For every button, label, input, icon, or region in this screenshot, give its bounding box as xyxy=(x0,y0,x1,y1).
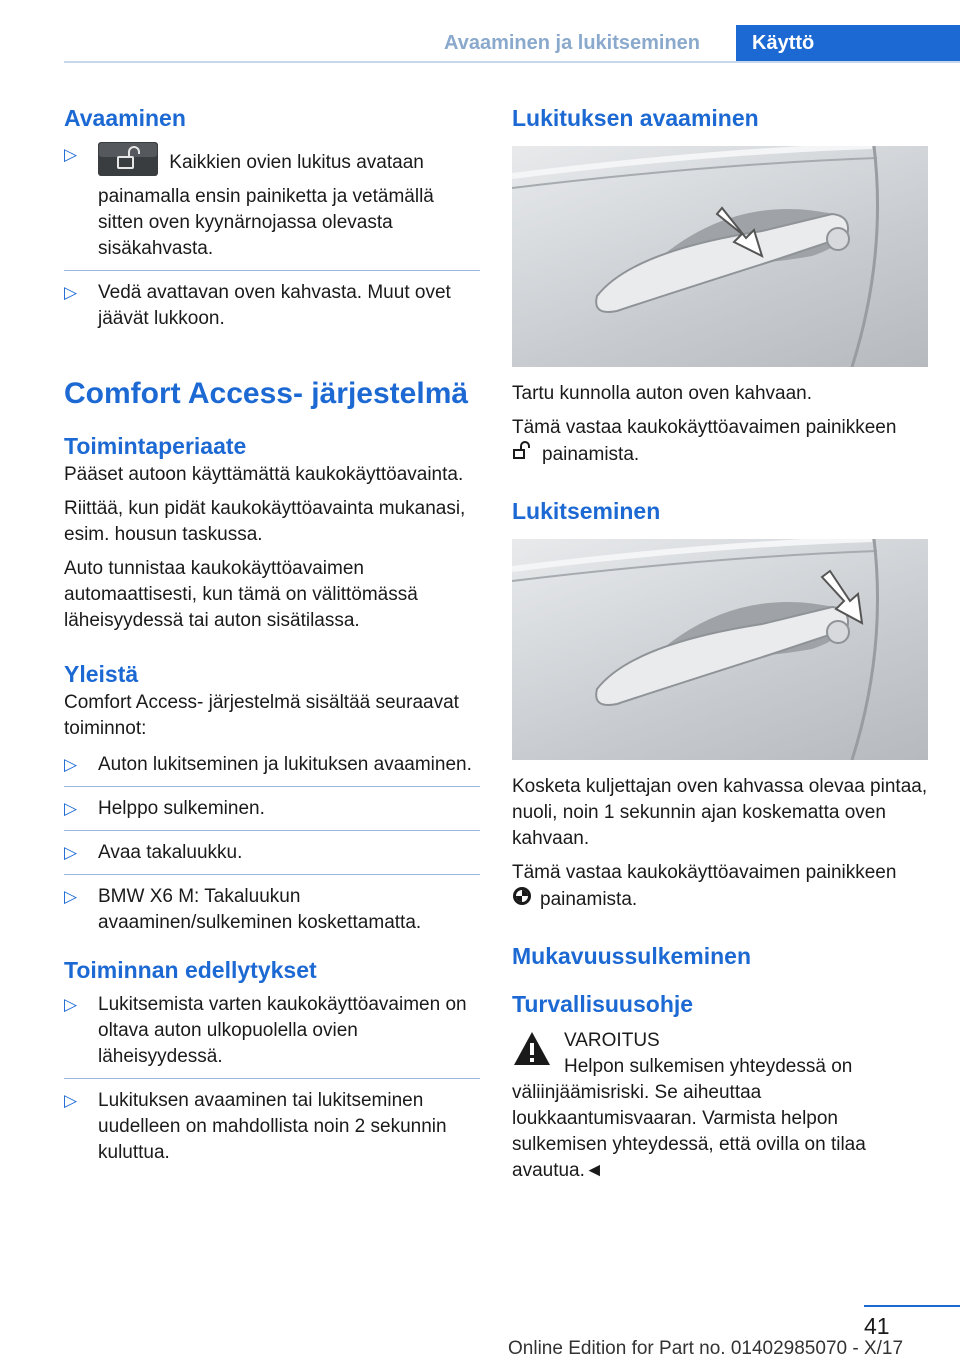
bullet-triangle-icon: ▷ xyxy=(64,799,78,818)
footer-rule xyxy=(864,1305,960,1307)
heading-toiminnan-edellytykset: Toiminnan edellytykset xyxy=(64,957,317,983)
header-section-title: Avaaminen ja lukitseminen xyxy=(444,32,701,54)
list-item-text: BMW X6 M: Takaluukun avaaminen/sulkeminen koskettamatta. xyxy=(98,886,422,933)
list-divider xyxy=(64,830,480,831)
bullet-triangle-icon: ▷ xyxy=(64,995,78,1014)
list-item-text: Kaikkien ovien lukitus avataan painamalla ensin painiketta ja vetämällä sitten oven kyynärnojassa olevasta sisäkahvasta. xyxy=(98,152,434,259)
paragraph-text: painamista. xyxy=(540,889,638,911)
list-divider xyxy=(64,1078,480,1079)
list-item-text: Helppo sulkeminen. xyxy=(98,798,265,819)
heading-toimintaperiaate: Toimintaperiaate xyxy=(64,433,247,459)
bullet-triangle-icon: ▷ xyxy=(64,1091,78,1110)
header-chapter-tab: Käyttö xyxy=(736,25,960,62)
paragraph: Pääset autoon käyttämättä kaukokäyttöavainta. xyxy=(64,464,464,485)
list-item xyxy=(64,884,480,936)
warning-triangle-icon xyxy=(512,1030,552,1073)
warning-title: VAROITUS xyxy=(564,1030,660,1051)
bullet-triangle-icon: ▷ xyxy=(64,887,78,906)
list-item xyxy=(64,142,480,262)
heading-comfort-access: Comfort Access- järjestelmä xyxy=(64,377,469,410)
list-item xyxy=(64,840,480,866)
list-divider xyxy=(64,874,480,875)
paragraph-text: Tämä vastaa kaukokäyttöavaimen painikkeen xyxy=(512,417,897,438)
page-header xyxy=(64,25,960,62)
paragraph: Kosketa kuljettajan oven kahvassa olevaa pintaa, nuoli, noin 1 sekunnin ajan koskematta oven kahvaan. xyxy=(512,776,928,849)
paragraph xyxy=(512,415,932,469)
list-item-text: Lukituksen avaaminen tai lukitseminen uudelleen on mahdollista noin 2 sekunnin kuluttua. xyxy=(98,1090,447,1163)
bullet-triangle-icon: ▷ xyxy=(64,145,78,164)
unlock-button-icon xyxy=(98,142,158,184)
left-column xyxy=(64,96,480,1166)
footer-edition: Online Edition for Part no. 01402985070 - X/17 xyxy=(508,1338,904,1359)
door-handle-photo-unlock xyxy=(512,146,928,367)
paragraph-text: painamista. xyxy=(542,444,640,466)
list-item xyxy=(64,752,480,778)
list-divider xyxy=(64,786,480,787)
paragraph: Riittää, kun pidät kaukokäyttöavainta mukanasi, esim. housun taskussa. xyxy=(64,498,466,545)
heading-yleista: Yleistä xyxy=(64,661,139,687)
warning-block xyxy=(512,1028,932,1054)
warning-text: Helpon sulkemisen yhteydessä on väliinjäämisriski. Se aiheuttaa loukkaantumisvaaran. Varmista helpon sulkemisen yhteydessä, että ovilla on tilaa avautua.◄ xyxy=(512,1056,866,1181)
list-item-text: Vedä avattavan oven kahvasta. Muut ovet jäävät lukkoon. xyxy=(98,282,451,329)
paragraph-text: Tämä vastaa kaukokäyttöavaimen painikkeen xyxy=(512,862,897,883)
heading-mukavuussulkeminen: Mukavuussulkeminen xyxy=(512,943,752,969)
heading-turvallisuusohje: Turvallisuusohje xyxy=(512,991,694,1017)
list-item xyxy=(64,1088,480,1166)
paragraph: Tartu kunnolla auton oven kahvaan. xyxy=(512,383,812,404)
right-column xyxy=(512,96,932,1184)
heading-lukitseminen: Lukitseminen xyxy=(512,498,661,524)
door-handle-photo-lock xyxy=(512,539,928,760)
paragraph: Auto tunnistaa kaukokäyttöavaimen automaattisesti, kun tämä on välittömässä läheisyydessä tai auton sisätilassa. xyxy=(64,558,418,631)
unlock-icon xyxy=(512,441,534,469)
list-item xyxy=(64,992,480,1070)
header-rule xyxy=(64,61,960,63)
bmw-logo-icon xyxy=(512,886,532,914)
list-item-text: Auton lukitseminen ja lukituksen avaaminen. xyxy=(98,754,472,775)
list-item-text: Avaa takaluukku. xyxy=(98,842,243,863)
heading-avaaminen: Avaaminen xyxy=(64,105,186,131)
paragraph xyxy=(512,860,932,914)
page-number: 41 xyxy=(864,1313,890,1339)
list-item xyxy=(64,796,480,822)
list-divider xyxy=(64,270,480,271)
bullet-triangle-icon: ▷ xyxy=(64,283,78,302)
paragraph: Comfort Access- järjestelmä sisältää seuraavat toiminnot: xyxy=(64,692,459,739)
bullet-triangle-icon: ▷ xyxy=(64,755,78,774)
heading-lukituksen-avaaminen: Lukituksen avaaminen xyxy=(512,105,759,131)
list-item-text: Lukitsemista varten kaukokäyttöavaimen on oltava auton ulkopuolella ovien läheisyydessä. xyxy=(98,994,467,1067)
bullet-triangle-icon: ▷ xyxy=(64,843,78,862)
list-item xyxy=(64,280,480,332)
